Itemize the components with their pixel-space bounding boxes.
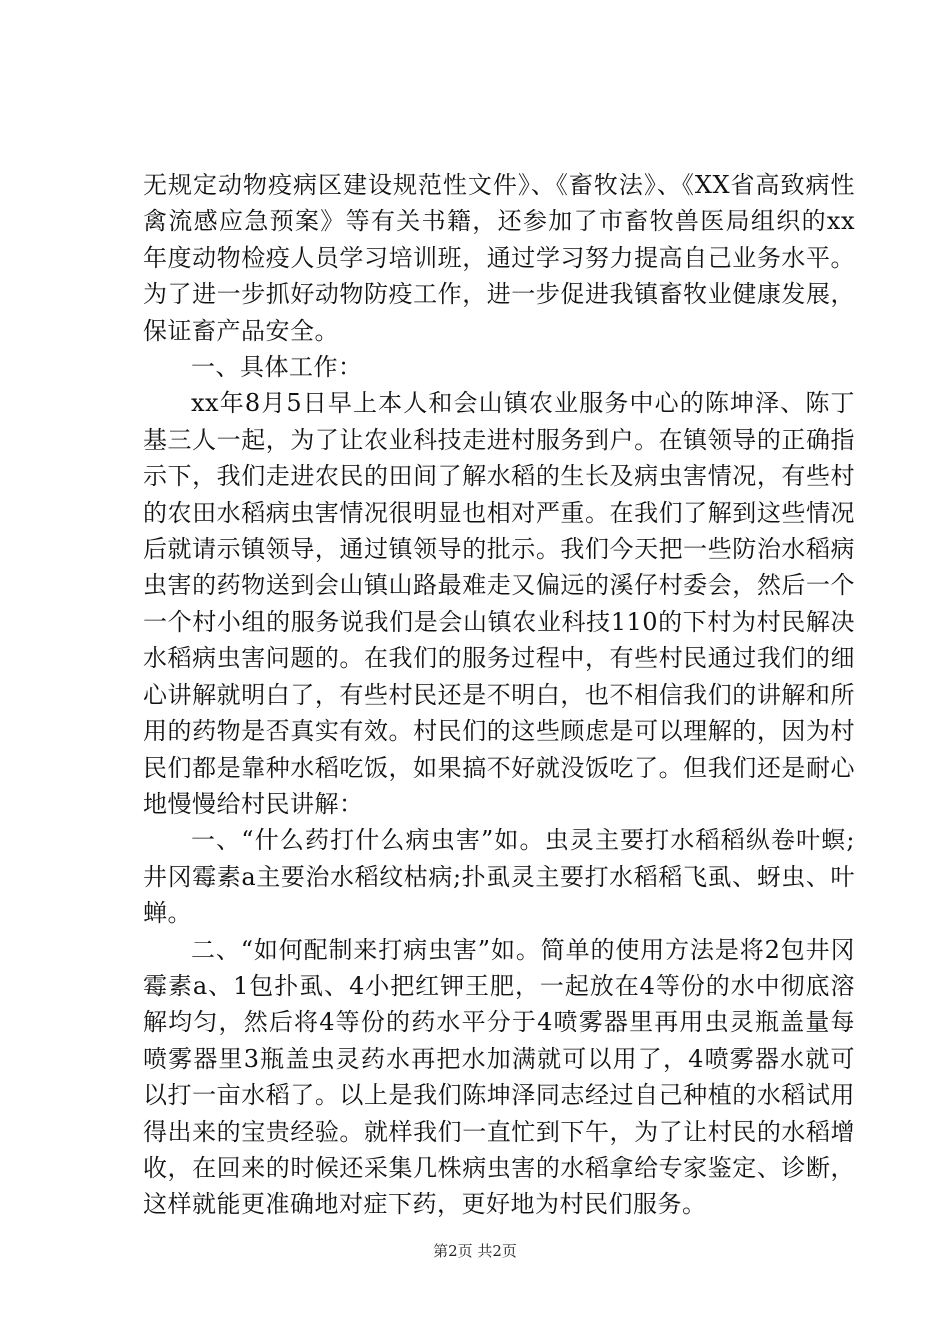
paragraph-mixing-method: 二、“如何配制来打病虫害”如。简单的使用方法是将2包井冈霉素a、1包扑虱、4小把红钾王肥，一起放在4等份的水中彻底溶解均匀，然后将4等份的药水平分于4喷雾器里再用虫灵瓶盖量每喷雾器里3瓶盖虫灵药水再把水加满就可以用了，4喷雾器水就可以打一亩水稻了。以上是我们陈坤泽同志经过自己种植的水稻试用得出来的宝贵经验。就样我们一直忙到下午，为了让村民的水稻增收，在回来的时候还采集几株病虫害的水稻拿给专家鉴定、诊断，这样就能更准确地对症下药，更好地为村民们服务。 <box>143 935 855 1219</box>
paragraph-intro: 无规定动物疫病区建设规范性文件》、《畜牧法》、《XX省高致病性禽流感应急预案》等有关书籍，还参加了市畜牧兽医局组织的xx年度动物检疫人员学习培训班，通过学习努力提高自己业务水平。为了进一步抓好动物防疫工作，进一步促进我镇畜牧业健康发展，保证畜产品安全。 <box>143 171 855 345</box>
paragraph-pesticide-usage: 一、“什么药打什么病虫害”如。虫灵主要打水稻稻纵卷叶螟;井冈霉素a主要治水稻纹枯病;扑虱灵主要打水稻稻飞虱、蚜虫、叶蝉。 <box>143 826 855 928</box>
document-body <box>143 167 855 1223</box>
paragraph-field-visit: xx年8月5日早上本人和会山镇农业服务中心的陈坤泽、陈丁基三人一起，为了让农业科技走进村服务到户。在镇领导的正确指示下，我们走进农民的田间了解水稻的生长及病虫害情况，有些村的农田水稻病虫害情况很明显也相对严重。在我们了解到这些情况后就请示镇领导，通过镇领导的批示。我们今天把一些防治水稻病虫害的药物送到会山镇山路最难走又偏远的溪仔村委会，然后一个一个村小组的服务说我们是会山镇农业科技110的下村为村民解决水稻病虫害问题的。在我们的服务过程中，有些村民通过我们的细心讲解就明白了，有些村民还是不明白，也不相信我们的讲解和所用的药物是否真实有效。村民们的这些顾虑是可以理解的，因为村民们都是靠种水稻吃饭，如果搞不好就没饭吃了。但我们还是耐心地慢慢给村民讲解： <box>143 389 855 818</box>
page-number-footer: 第2页 共2页 <box>433 1242 517 1260</box>
section-heading-specific-work: 一、具体工作： <box>191 353 363 382</box>
